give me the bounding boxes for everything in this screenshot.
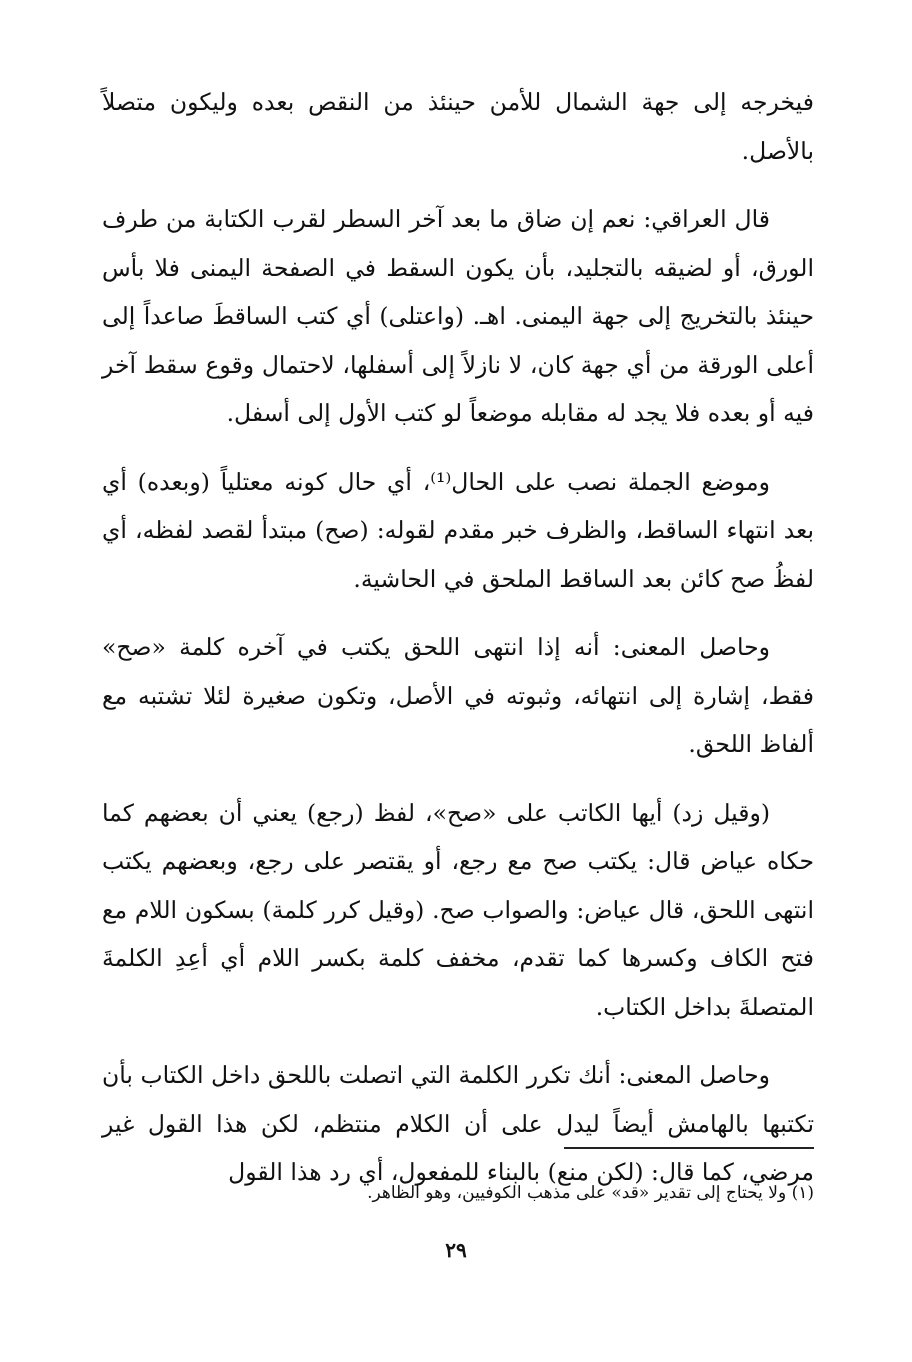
paragraph-6: وحاصل المعنى: أنك تكرر الكلمة التي اتصلت باللحق داخل الكتاب بأن تكتبها بالهامش أيضاً ليدل على أن الكلام منتظم، لكن هذا القول غير مرضي، كما قال: (لكن منع) بالبناء للمفعول، أي رد هذا القول — [102, 1061, 814, 1186]
paragraph-2: قال العراقي: نعم إن ضاق ما بعد آخر السطر لقرب الكتابة من طرف الورق، أو لضيقه بالتجليد، بأن يكون السقط في الصفحة اليمنى فلا بأس حينئذ بالتخريج إلى جهة اليمنى. اهـ. (واعتلى) أي كتب الساقطَ صاعداً إلى أعلى الورقة من أي جهة كان، لا نازلاً إلى أسفلها، لاحتمال وقوع سقط آخر فيه أو بعده فلا يجد له مقابله موضعاً لو كتب الأول إلى أسفل. — [102, 205, 814, 427]
page-number: ٢٩ — [445, 1238, 467, 1262]
paragraph-4: وحاصل المعنى: أنه إذا انتهى اللحق يكتب في آخره كلمة «صح» فقط، إشارة إلى انتهائه، وثبوته في الأصل، وتكون صغيرة لئلا تشتبه مع ألفاظ اللحق. — [102, 633, 814, 758]
paragraph-1: فيخرجه إلى جهة الشمال للأمن حينئذ من النقص بعده وليكون متصلاً بالأصل. — [102, 88, 814, 165]
footnote-divider — [564, 1147, 814, 1149]
paragraph-5: (وقيل زد) أيها الكاتب على «صح»، لفظ (رجع) يعني أن بعضهم كما حكاه عياض قال: يكتب صح مع رجع، أو يقتصر على رجع، وبعضهم يكتب انتهى اللحق، قال عياض: والصواب صح. (وقيل كرر كلمة) بسكون اللام مع فتح الكاف وكسرها كما تقدم، مخفف كلمة بكسر اللام أي أعِدِ الكلمةَ المتصلةَ بداخل الكتاب. — [102, 798, 814, 1021]
footnote: (١) ولا يحتاج إلى تقدير «قد» على مذهب الكوفيين، وهو الظاهر. — [367, 1183, 814, 1203]
paragraph-3: وموضع الجملة نصب على الحال⁽¹⁾، أي حال كونه معتلياً (وبعده) أي بعد انتهاء الساقط، والظرف خبر مقدم لقوله: (صح) مبتدأ لقصد لفظه، أي لفظُ صح كائن بعد الساقط الملحق في الحاشية. — [102, 467, 814, 593]
